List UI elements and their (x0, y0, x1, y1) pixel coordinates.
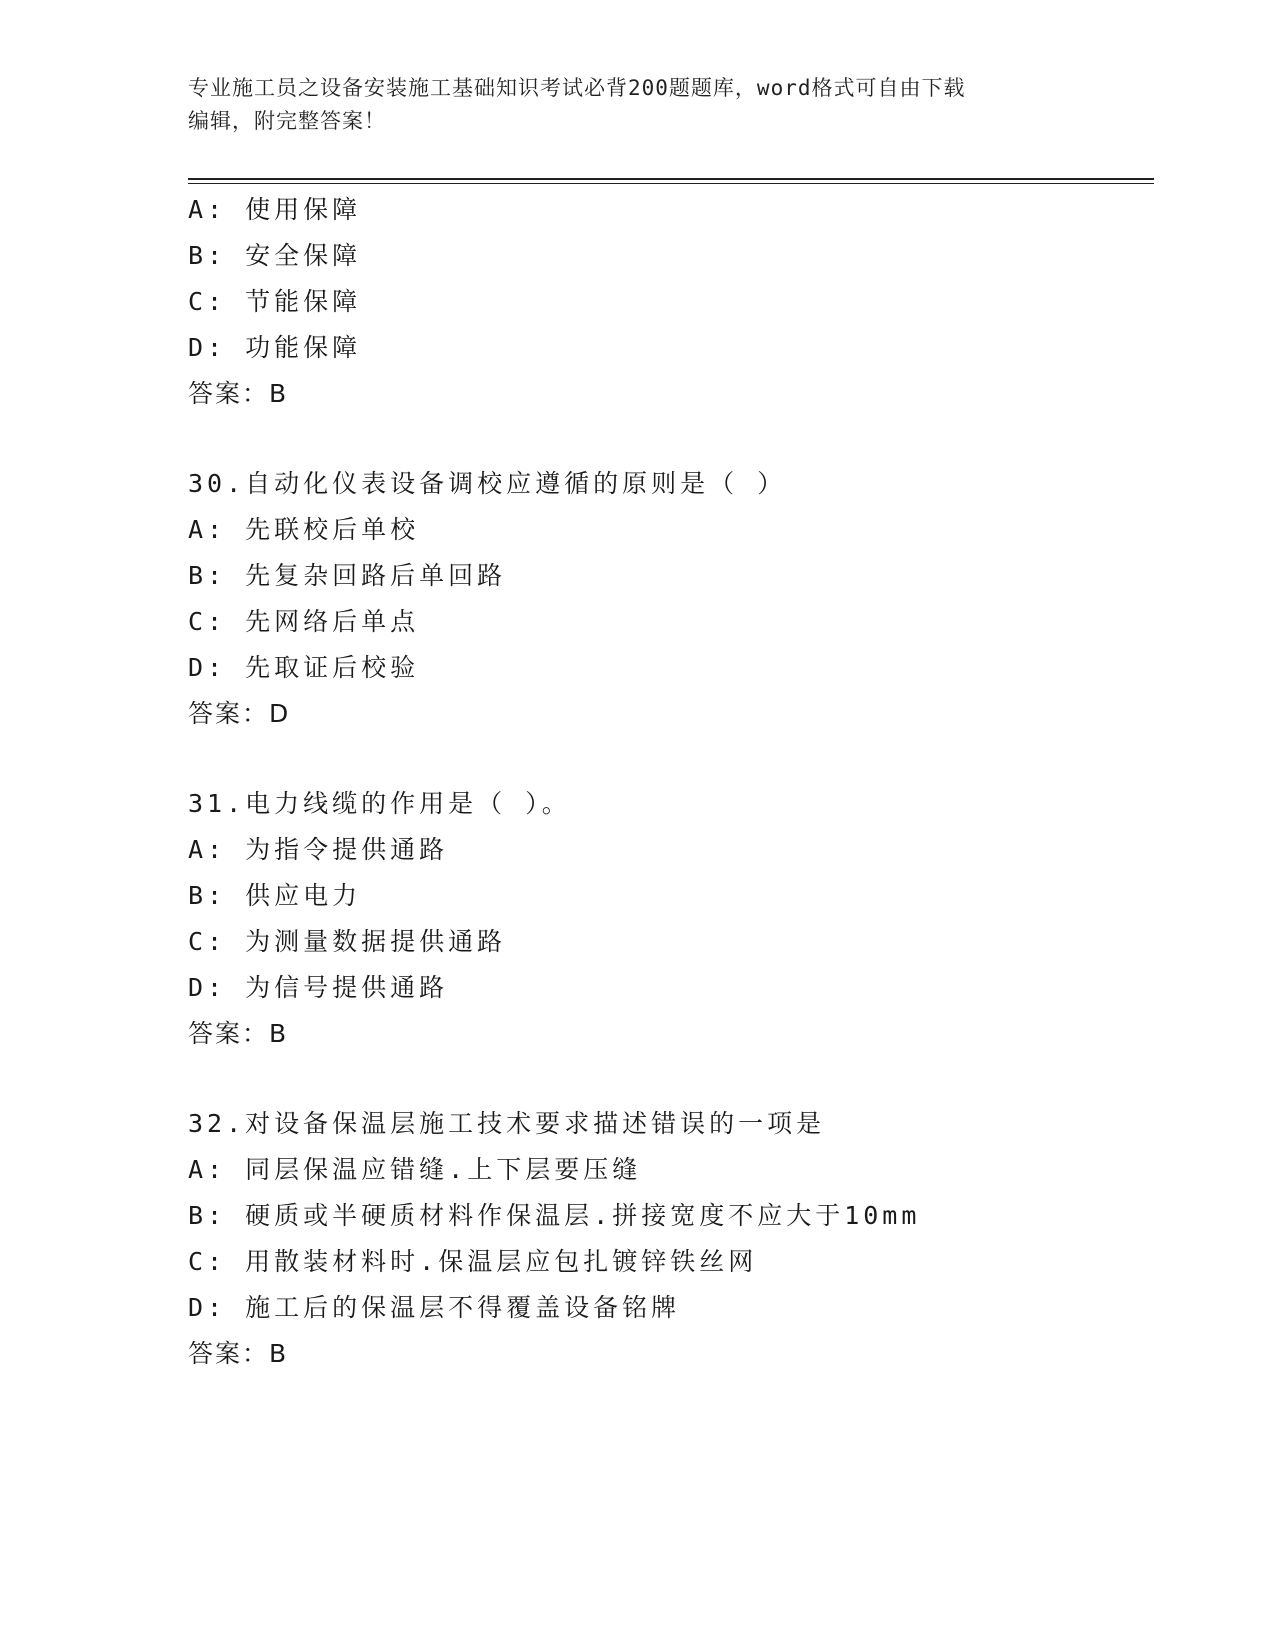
option-b: B: 供应电力 (188, 881, 362, 910)
question-block-29 (188, 187, 1154, 417)
question-stem: 31.电力线缆的作用是（ ）。 (188, 789, 571, 818)
option-c: C: 节能保障 (188, 287, 362, 316)
spacer (188, 417, 1154, 461)
option-c: C: 先网络后单点 (188, 607, 420, 636)
option-b: B: 安全保障 (188, 241, 362, 270)
option-c: C: 用散装材料时.保温层应包扎镀锌铁丝网 (188, 1247, 758, 1276)
option-c: C: 为测量数据提供通路 (188, 927, 507, 956)
document-header (188, 72, 1088, 138)
option-a: A: 先联校后单校 (188, 515, 420, 544)
answer-line: 答案：B (188, 1019, 289, 1048)
header-line-2: 编辑，附完整答案！ (188, 109, 386, 133)
header-divider-thin (188, 183, 1154, 184)
question-block-32 (188, 1101, 1154, 1377)
option-a: A: 同层保温应错缝.上下层要压缝 (188, 1155, 642, 1184)
option-d: D: 功能保障 (188, 333, 362, 362)
answer-line: 答案：B (188, 1339, 289, 1368)
option-d: D: 施工后的保温层不得覆盖设备铭牌 (188, 1293, 681, 1322)
question-block-31 (188, 781, 1154, 1057)
option-a: A: 为指令提供通路 (188, 835, 449, 864)
answer-line: 答案：D (188, 699, 291, 728)
spacer (188, 737, 1154, 781)
answer-line: 答案：B (188, 379, 289, 408)
question-stem: 30.自动化仪表设备调校应遵循的原则是（ ） (188, 469, 787, 498)
option-a: A: 使用保障 (188, 195, 362, 224)
spacer (188, 1057, 1154, 1101)
header-line-1: 专业施工员之设备安装施工基础知识考试必背200题题库，word格式可自由下载 (188, 76, 966, 100)
option-d: D: 为信号提供通路 (188, 973, 449, 1002)
question-stem: 32.对设备保温层施工技术要求描述错误的一项是 (188, 1109, 826, 1138)
question-list (188, 187, 1154, 1377)
question-block-30 (188, 461, 1154, 737)
option-b: B: 先复杂回路后单回路 (188, 561, 507, 590)
option-d: D: 先取证后校验 (188, 653, 420, 682)
header-divider-thick (188, 178, 1154, 180)
option-b: B: 硬质或半硬质材料作保温层.拼接宽度不应大于10mm (188, 1201, 921, 1230)
